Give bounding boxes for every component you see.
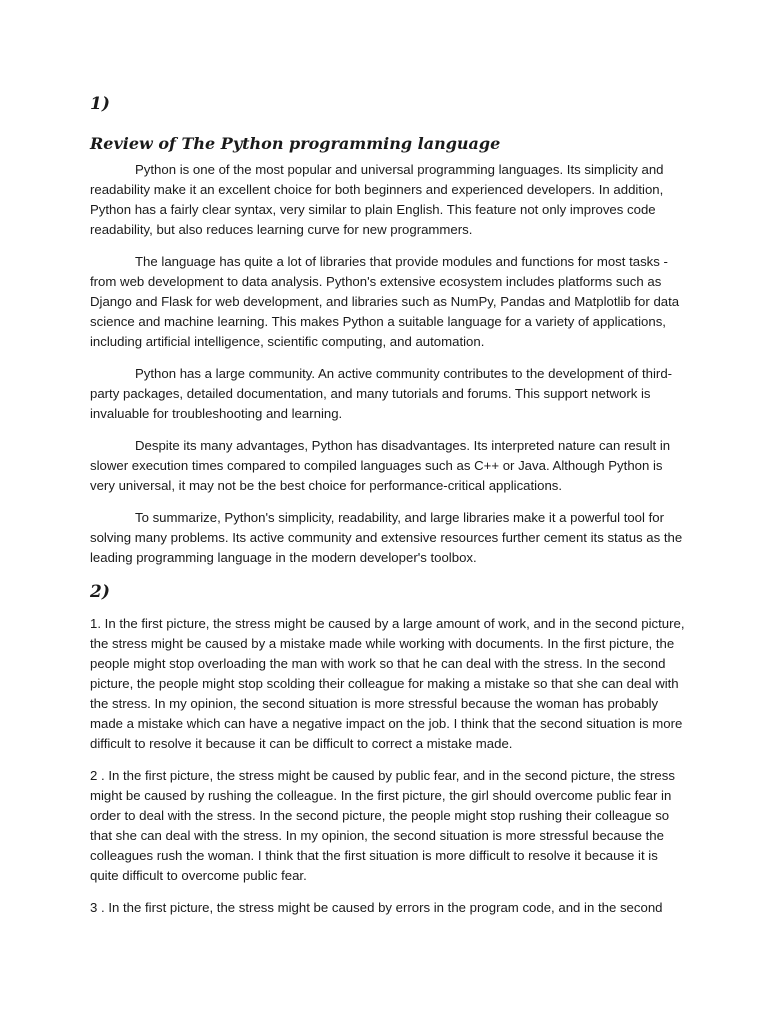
paragraph: The language has quite a lot of libraries that provide modules and functions for most tasks - from web development to data analysis. Python's extensive ecosystem includes platforms such as Django and Flask for web development, and libraries such as NumPy, Pandas and Matplotlib for data science and machine learning. This makes Python a suitable language for a variety of applications, including artificial intelligence, scientific computing, and automation. (90, 254, 680, 349)
answer-paragraph: 2 . In the first picture, the stress might be caused by public fear, and in the second picture, the stress might be caused by rushing the colleague. In the first picture, the girl should overcome public fear in order to deal with the stress. In the second picture, the people might stop rushing their colleague so that she can deal with the stress. In my opinion, the second situation is more stressful because the colleagues rush the woman. I think that the first situation is more difficult to resolve it because it is quite difficult to overcome public fear. (90, 768, 675, 883)
paragraph: Despite its many advantages, Python has disadvantages. Its interpreted nature can result in slower execution times compared to compiled languages such as C++ or Java. Although Python is very universal, it may not be the best choice for performance-critical applications. (90, 438, 671, 493)
section-title: Review of The Python programming language (90, 134, 501, 153)
section-number-1: 1) (90, 94, 110, 114)
paragraph: Python is one of the most popular and universal programming languages. Its simplicity and readability make it an excellent choice for both beginners and experienced developers. In addition, Python has a fairly clear syntax, very similar to plain English. This feature not only improves code readability, but also reduces learning curve for new programmers. (90, 162, 664, 237)
paragraph: Python has a large community. An active community contributes to the development of third-party packages, detailed documentation, and many tutorials and forums. This support network is invaluable for troubleshooting and learning. (90, 366, 673, 421)
document-content (90, 92, 688, 930)
answer-paragraph: 1. In the first picture, the stress might be caused by a large amount of work, and in the second picture, the stress might be caused by a mistake made while working with documents. In the first picture, the people might stop overloading the man with work so that he can deal with the stress. In the second picture, the people might stop scolding their colleague for making a mistake so that she can deal with the stress. In my opinion, the second situation is more stressful because the woman has probably made a mistake which can have a negative impact on the job. I think that the second situation is more difficult to resolve it because it can be difficult to correct a mistake made. (90, 616, 685, 751)
paragraph: To summarize, Python's simplicity, readability, and large libraries make it a powerful tool for solving many problems. Its active community and extensive resources further cement its status as the leading programming language in the modern developer's toolbox. (90, 510, 683, 565)
section-number-2: 2) (90, 582, 110, 602)
answer-paragraph: 3 . In the first picture, the stress might be caused by errors in the program code, and in the second (90, 900, 663, 915)
